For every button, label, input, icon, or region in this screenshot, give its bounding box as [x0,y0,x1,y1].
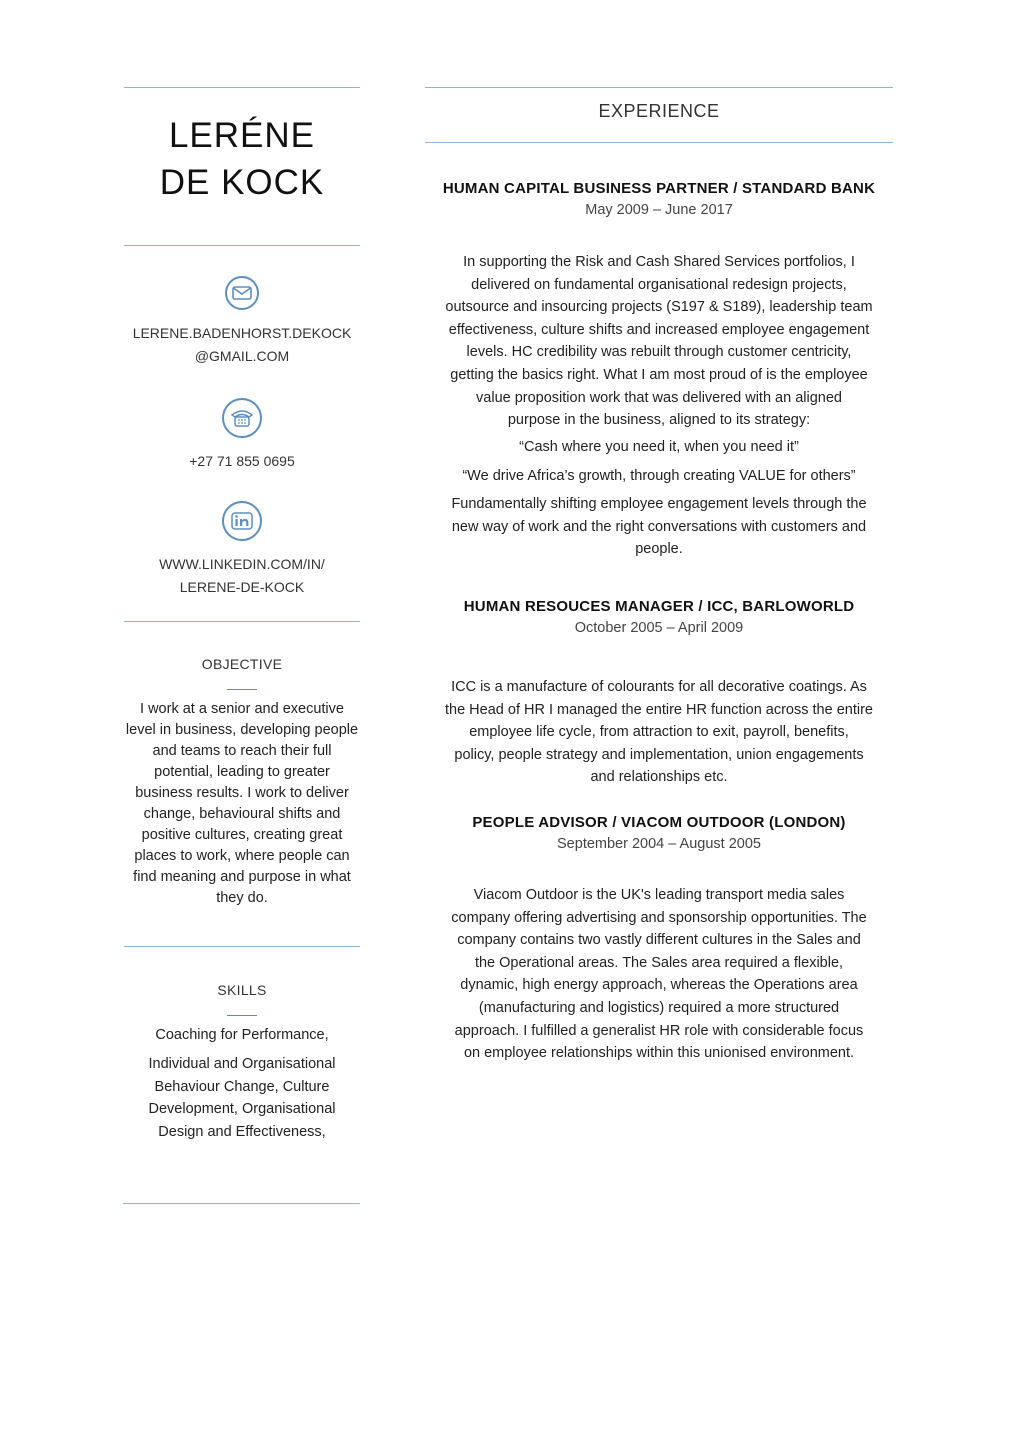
job-description [424,676,894,789]
left-top-rule [124,87,360,88]
job-description-line: policy, people strategy and implementation, union engagements [454,746,864,763]
linkedin-link-line2[interactable]: LERENE-DE-KOCK [179,579,305,595]
objective-line: places to work, where people can [134,848,350,864]
skills-line-first: Coaching for Performance, [155,1027,329,1043]
job-title: HUMAN CAPITAL BUSINESS PARTNER / STANDARD BANK [442,180,876,197]
job-description-line: effectiveness, culture shifts and increased employee engagement [448,321,870,338]
objective-line: positive cultures, creating great [141,827,343,843]
job-description-line: people. [635,541,683,558]
skills-underline [227,1015,257,1016]
objective-line: business results. I work to deliver [135,785,349,801]
objective-line: potential, leading to greater [154,764,330,780]
job-description-line: ICC is a manufacture of colourants for all decorative coatings. As [451,679,867,695]
job-description-line: the Head of HR I managed the entire HR function across the entire [445,701,873,718]
job-description-line: new way of work and the right conversations with customers and [451,518,867,535]
experience-heading: EXPERIENCE [598,101,720,121]
job-description-line: company contains two vastly different cultures in the Sales and [457,932,861,949]
job-description-line: levels. HC credibility was rebuilt through customer centricity, [466,344,852,361]
job-description-line: delivered on fundamental organisational redesign projects, [471,276,847,293]
left-bottom-rule [123,1203,360,1204]
objective-text [122,699,362,909]
objective-line: they do. [216,890,268,906]
job-description-line: In supporting the Risk and Cash Shared Services portfolios, I [463,254,855,270]
job-description-line: Viacom Outdoor is the UK's leading transport media sales [473,887,845,903]
objective-line: I work at a senior and executive [140,701,344,717]
objective-line: find meaning and purpose in what [133,869,351,885]
job-quote: “Cash where you need it, when you need it” [519,439,799,455]
job-description-line: on employee relationships within this unionised environment. [463,1045,855,1062]
job-dates: May 2009 – June 2017 [585,202,733,218]
job-quote: “We drive Africa’s growth, through creating VALUE for others” [462,468,856,484]
objective-line: level in business, developing people [125,722,359,738]
job-description-line: getting the basics right. What I am most proud of is the employee [450,366,868,383]
name-last: DE KOCK [159,163,325,202]
job-description [424,251,894,432]
job-description-line: approach. I fulfilled a generalist HR role with considerable focus [454,1022,864,1039]
objective-heading: OBJECTIVE [201,656,283,672]
phone-icon [222,398,262,438]
left-objective-rule [124,946,360,947]
skills-heading: SKILLS [217,982,267,998]
job-description [424,884,894,1065]
skills-line: Behaviour Change, Culture [154,1078,330,1095]
job-title: PEOPLE ADVISOR / VIACOM OUTDOOR (LONDON) [472,814,846,831]
job-description-line: purpose in the business, aligned to its strategy: [507,412,811,429]
envelope-icon [225,276,259,310]
linkedin-icon [222,501,262,541]
email-link-line2[interactable]: @GMAIL.COM [194,348,290,364]
name-first: LERÉNE [168,116,316,155]
job-dates: September 2004 – August 2005 [557,836,761,852]
objective-underline [227,689,257,690]
right-heading-rule [425,142,893,143]
email-link-line1[interactable]: LERENE.BADENHORST.DEKOCK [132,325,352,341]
skills-text [122,1053,362,1143]
job-description-line: the Operational areas. The Sales area required a flexible, [474,954,844,971]
job-description-line: value proposition work that was delivered with an aligned [476,389,842,406]
job-description-closing [424,493,894,561]
job-title: HUMAN RESOUCES MANAGER / ICC, BARLOWORLD [463,598,855,615]
job-description-line: outsource and insourcing projects (S197 & S189), leadership team [445,299,873,316]
objective-line: and teams to reach their full [152,743,332,759]
right-top-rule [425,87,893,88]
job-description-line: and relationships etc. [590,769,728,786]
job-description-line: Fundamentally shifting employee engagement levels through the [451,496,867,512]
linkedin-link-line1[interactable]: WWW.LINKEDIN.COM/IN/ [159,556,325,572]
job-description-line: company offering advertising and sponsorship opportunities. The [451,909,867,926]
phone-number[interactable]: +27 71 855 0695 [189,453,295,469]
skills-line: Development, Organisational [148,1101,336,1117]
job-dates: October 2005 – April 2009 [574,620,744,636]
objective-line: change, behavioural shifts and [143,806,341,822]
job-description-line: (manufacturing and logistics) required a more structured [478,999,840,1016]
job-description-line: employee life cycle, from attraction to exit, payroll, benefits, [469,724,849,741]
left-contact-rule [124,621,360,622]
job-description-line: dynamic, high energy approach, whereas the Operations area [460,977,858,994]
skills-line: Individual and Organisational [148,1056,336,1072]
skills-line: Design and Effectiveness, [158,1123,326,1140]
left-name-rule [124,245,360,246]
